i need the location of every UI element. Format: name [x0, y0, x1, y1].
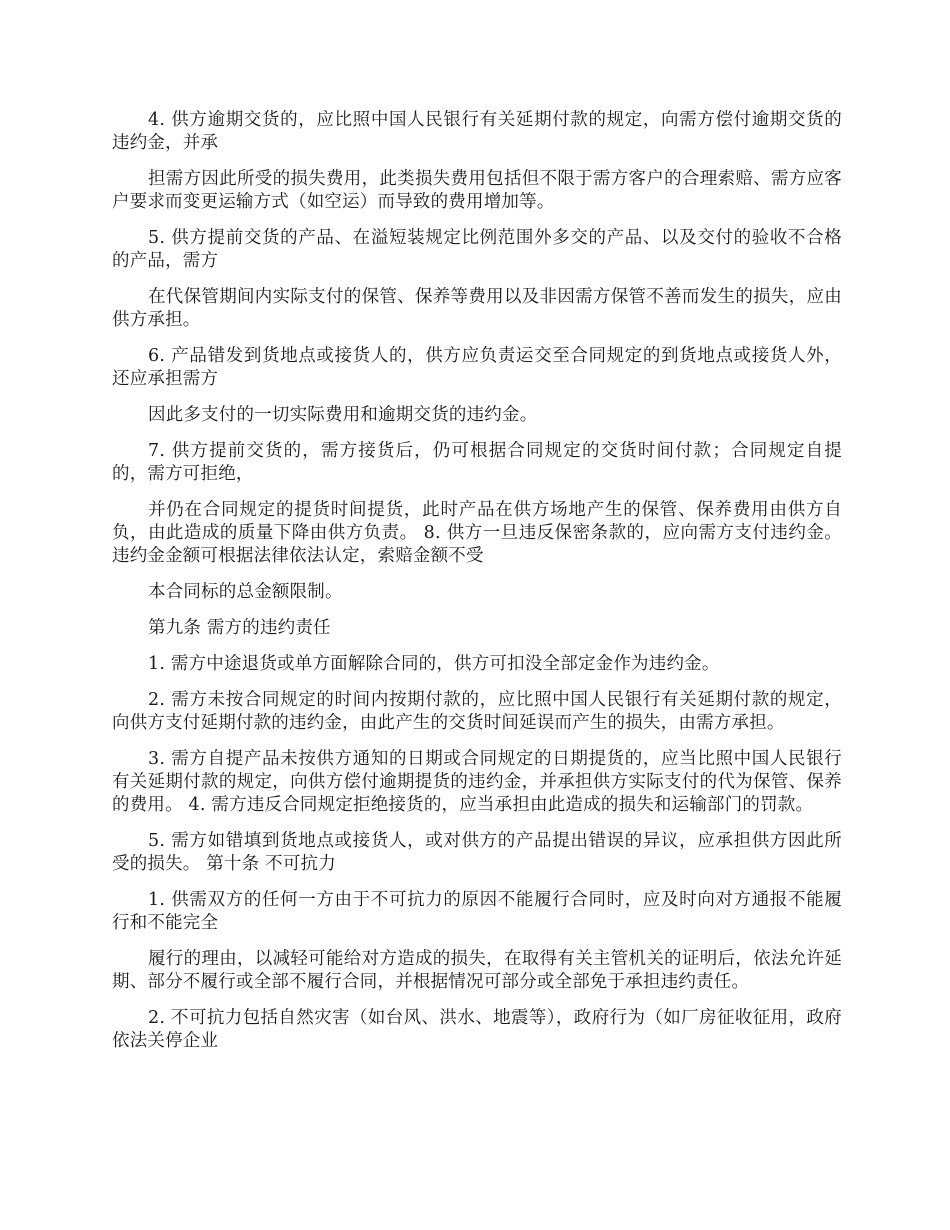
paragraph: 7. 供方提前交货的，需方接货后，仍可根据合同规定的交货时间付款；合同规定自提的，需方可拒绝， [112, 441, 842, 484]
paragraph: 并仍在合同规定的提货时间提货，此时产品在供方场地产生的保管、保养费用由供方自负，由此造成的质量下降由供方负责。 8. 供方一旦违反保密条款的，应向需方支付违约金。违约金金额可根据法律依法认定，索赔金额不受 [112, 500, 842, 566]
paragraph: 1. 需方中途退货或单方面解除合同的，供方可扣没全部定金作为违约金。 [148, 654, 720, 674]
document-body [112, 109, 842, 1066]
paragraph: 担需方因此所受的损失费用，此类损失费用包括但不限于需方客户的合理索赔、需方应客户要求而变更运输方式（如空运）而导致的费用增加等。 [112, 169, 842, 212]
paragraph: 5. 需方如错填到货地点或接货人，或对供方的产品提出错误的异议，应承担供方因此所受的损失。 第十条 不可抗力 [112, 831, 842, 874]
paragraph: 3. 需方自提产品未按供方通知的日期或合同规定的日期提货的，应当比照中国人民银行有关延期付款的规定，向供方偿付逾期提货的违约金，并承担供方实际支付的代为保管、保养的费用。 4. 需方违反合同规定拒绝接货的，应当承担由此造成的损失和运输部门的罚款。 [112, 749, 842, 815]
paragraph: 6. 产品错发到货地点或接货人的，供方应负责运交至合同规定的到货地点或接货人外，还应承担需方 [112, 346, 842, 389]
paragraph: 因此多支付的一切实际费用和逾期交货的违约金。 [148, 405, 538, 425]
paragraph: 本合同标的总金额限制。 [148, 582, 343, 602]
paragraph: 履行的理由，以减轻可能给对方造成的损失，在取得有关主管机关的证明后，依法允许延期、部分不履行或全部不履行合同，并根据情况可部分或全部免于承担违约责任。 [112, 949, 842, 992]
paragraph: 在代保管期间内实际支付的保管、保养等费用以及非因需方保管不善而发生的损失，应由供方承担。 [112, 287, 842, 330]
paragraph: 4. 供方逾期交货的，应比照中国人民银行有关延期付款的规定，向需方偿付逾期交货的违约金，并承 [112, 110, 842, 153]
paragraph: 5. 供方提前交货的产品、在溢短装规定比例范围外多交的产品、以及交付的验收不合格的产品，需方 [112, 228, 842, 271]
paragraph: 1. 供需双方的任何一方由于不可抗力的原因不能履行合同时，应及时向对方通报不能履行和不能完全 [112, 890, 842, 933]
section-heading: 第九条 需方的违约责任 [148, 618, 331, 638]
paragraph: 2. 不可抗力包括自然灾害（如台风、洪水、地震等），政府行为（如厂房征收征用，政府依法关停企业 [112, 1008, 842, 1051]
paragraph: 2. 需方未按合同规定的时间内按期付款的，应比照中国人民银行有关延期付款的规定，向供方支付延期付款的违约金，由此产生的交货时间延误而产生的损失，由需方承担。 [112, 690, 842, 733]
